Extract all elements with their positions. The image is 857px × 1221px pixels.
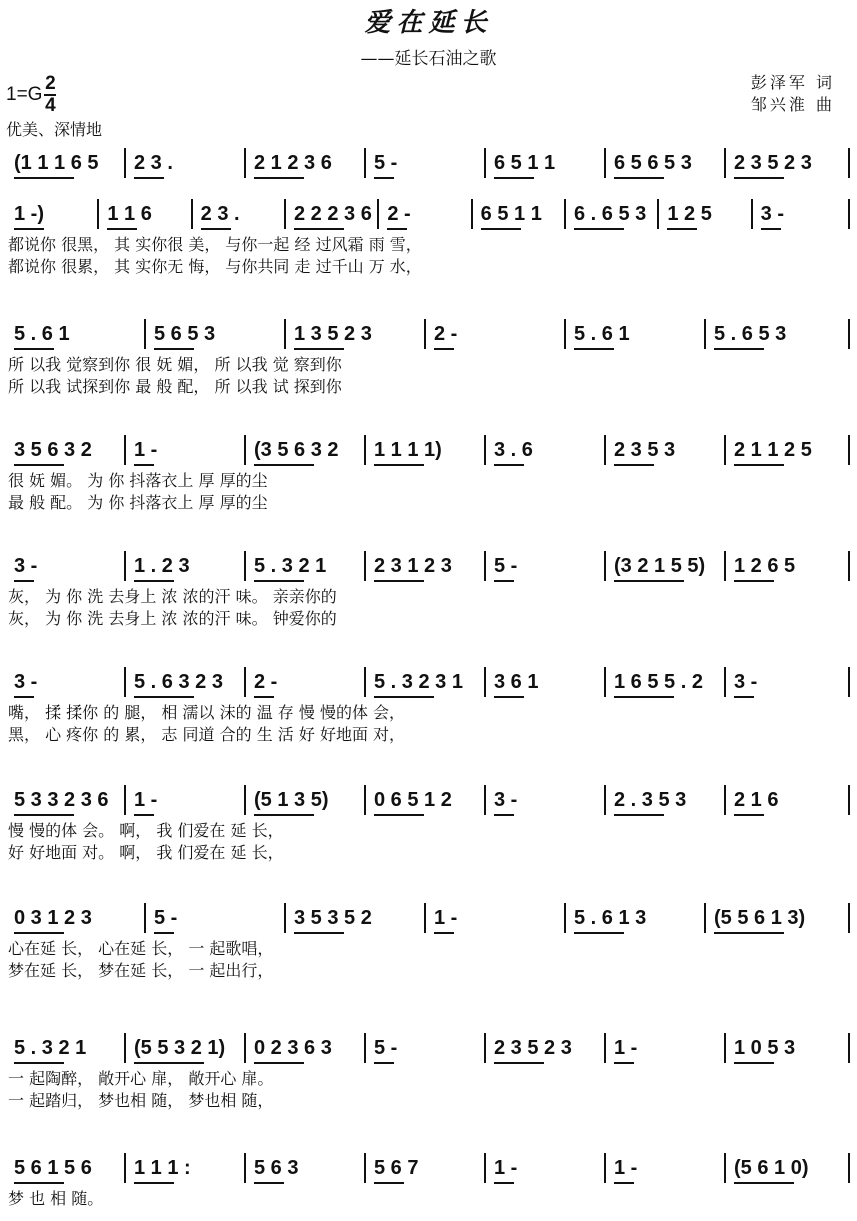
measure: 5 . 3 2 3 1 — [374, 670, 463, 693]
notation-line — [0, 1030, 857, 1066]
lyric-text: 梦在延 长， 梦在延 长， 一 起出行， — [8, 961, 274, 980]
measure: 5 6 5 3 — [154, 322, 216, 345]
lyric-line — [0, 490, 857, 512]
barline — [364, 148, 366, 178]
beam-underline — [374, 1062, 394, 1064]
barline — [484, 667, 486, 697]
measure: 1 - — [494, 1156, 518, 1179]
lyric-line — [0, 352, 857, 374]
barline — [604, 785, 606, 815]
barline — [724, 785, 726, 815]
measure: 1 0 5 3 — [734, 1036, 796, 1059]
barline — [564, 319, 566, 349]
measure: 2 3 . — [134, 151, 173, 174]
measure: 5 - — [374, 151, 398, 174]
beam-underline — [434, 348, 454, 350]
beam-underline — [134, 814, 154, 816]
lyric-text: 梦 也 相 随。 — [8, 1189, 104, 1208]
beam-underline — [107, 228, 137, 230]
measure: 3 . 6 — [494, 438, 533, 461]
tempo-marking: 优美、深情地 — [6, 120, 103, 139]
measure: 2 3 5 2 3 — [494, 1036, 572, 1059]
barline — [724, 1033, 726, 1063]
barline — [604, 435, 606, 465]
beam-underline — [14, 932, 64, 934]
lyric-line — [0, 254, 857, 276]
score-row — [0, 432, 857, 512]
measure: (5 5 3 2 1) — [134, 1036, 226, 1059]
measure: 5 - — [494, 554, 518, 577]
song-subtitle: ——延长石油之歌 — [360, 49, 497, 69]
time-signature — [44, 74, 56, 116]
barline — [604, 148, 606, 178]
barline — [364, 435, 366, 465]
barline — [484, 435, 486, 465]
barline — [848, 148, 850, 178]
measure: 1 - — [434, 906, 458, 929]
time-bottom: 4 — [45, 95, 56, 116]
measure: 1 -) — [14, 202, 44, 225]
lyric-text: 都说你 很黑， 其 实你很 美， 与你一起 经 过风霜 雨 雪， — [8, 235, 422, 254]
lyric-line — [0, 374, 857, 396]
beam-underline — [387, 228, 407, 230]
barline — [848, 199, 850, 229]
beam-underline — [494, 1182, 514, 1184]
notation-line — [0, 1150, 857, 1186]
measure: 6 5 1 1 — [494, 151, 556, 174]
lyric-text: 最 般 配。 为 你 抖落衣上 厚 厚的尘 — [8, 493, 268, 512]
beam-underline — [254, 1182, 284, 1184]
score-row — [0, 548, 857, 628]
measure: 6 5 6 5 3 — [614, 151, 692, 174]
notation-line — [0, 196, 857, 232]
barline — [364, 1033, 366, 1063]
measure: (5 6 1 0) — [734, 1156, 809, 1179]
barline — [724, 435, 726, 465]
beam-underline — [494, 1062, 544, 1064]
measure: 3 - — [760, 202, 784, 225]
barline — [604, 1033, 606, 1063]
beam-underline — [614, 177, 664, 179]
score-row — [0, 1150, 857, 1208]
lyric-text: 嘴， 揉 揉你 的 腿， 相 濡以 沫的 温 存 慢 慢的体 会， — [8, 703, 406, 722]
beam-underline — [14, 228, 44, 230]
measure: 5 . 6 1 — [14, 322, 70, 345]
beam-underline — [734, 814, 764, 816]
notation-line — [0, 900, 857, 936]
barline — [484, 1033, 486, 1063]
lyric-line — [0, 840, 857, 862]
beam-underline — [134, 696, 194, 698]
measure: (3 2 1 5 5) — [614, 554, 706, 577]
barline — [704, 319, 706, 349]
measure: (1 1 1 6 5 — [14, 151, 99, 174]
measure: 1 3 5 2 3 — [294, 322, 372, 345]
lyric-line — [0, 936, 857, 958]
barline — [244, 785, 246, 815]
beam-underline — [614, 580, 684, 582]
beam-underline — [374, 580, 424, 582]
notation-line — [0, 145, 857, 181]
barline — [724, 551, 726, 581]
barline — [848, 1153, 850, 1183]
score-row — [0, 196, 857, 276]
beam-underline — [254, 1062, 304, 1064]
measure: 5 . 6 5 3 — [714, 322, 787, 345]
beam-underline — [574, 348, 614, 350]
measure: 3 - — [494, 788, 518, 811]
barline — [604, 1153, 606, 1183]
beam-underline — [494, 696, 524, 698]
measure: 1 2 6 5 — [734, 554, 796, 577]
barline — [848, 435, 850, 465]
measure: 5 - — [154, 906, 178, 929]
beam-underline — [14, 1182, 64, 1184]
beam-underline — [714, 348, 764, 350]
barline — [124, 1033, 126, 1063]
lyric-line — [0, 584, 857, 606]
lyric-text: 黑， 心 疼你 的 累， 志 同道 合的 生 活 好 好地面 对， — [8, 725, 406, 744]
barline — [284, 199, 286, 229]
lyricist-credit: 彭泽军 词 — [750, 73, 835, 92]
measure: 3 - — [14, 670, 38, 693]
beam-underline — [254, 580, 304, 582]
beam-underline — [494, 580, 514, 582]
measure: 2 3 1 2 3 — [374, 554, 452, 577]
barline — [284, 903, 286, 933]
beam-underline — [374, 1182, 404, 1184]
barline — [604, 551, 606, 581]
barline — [848, 319, 850, 349]
beam-underline — [614, 696, 674, 698]
barline — [124, 148, 126, 178]
barline — [124, 667, 126, 697]
beam-underline — [494, 177, 534, 179]
score-row — [0, 316, 857, 396]
barline — [97, 199, 99, 229]
measure: 3 5 6 3 2 — [14, 438, 92, 461]
beam-underline — [434, 932, 454, 934]
measure: 2 2 2 3 6 — [294, 202, 372, 225]
measure: 1 2 5 — [667, 202, 712, 225]
beam-underline — [201, 228, 231, 230]
measure: (5 5 6 1 3) — [714, 906, 806, 929]
barline — [848, 903, 850, 933]
lyric-text: 慢 慢的体 会。 啊， 我 们爱在 延 长， — [8, 821, 284, 840]
measure: 5 6 7 — [374, 1156, 419, 1179]
measure: 2 3 5 2 3 — [734, 151, 812, 174]
beam-underline — [134, 177, 164, 179]
measure: 2 . 3 5 3 — [614, 788, 687, 811]
beam-underline — [494, 464, 524, 466]
barline — [364, 785, 366, 815]
measure: 0 2 3 6 3 — [254, 1036, 332, 1059]
lyric-line — [0, 1066, 857, 1088]
beam-underline — [614, 1182, 634, 1184]
barline — [704, 903, 706, 933]
beam-underline — [374, 814, 424, 816]
barline — [604, 667, 606, 697]
barline — [564, 903, 566, 933]
barline — [191, 199, 193, 229]
barline — [244, 148, 246, 178]
beam-underline — [254, 177, 304, 179]
lyric-line — [0, 1186, 857, 1208]
beam-underline — [254, 696, 274, 698]
beam-underline — [761, 228, 781, 230]
lyric-text: 灰， 为 你 洗 去身上 浓 浓的汗 味。 钟爱你的 — [8, 609, 337, 628]
beam-underline — [734, 696, 754, 698]
barline — [284, 319, 286, 349]
beam-underline — [494, 814, 514, 816]
barline — [724, 667, 726, 697]
beam-underline — [254, 814, 314, 816]
measure: 1 6 5 5 . 2 — [614, 670, 703, 693]
beam-underline — [574, 932, 624, 934]
barline — [657, 199, 659, 229]
song-title: 爱在延长 — [364, 8, 493, 38]
lyric-text: 都说你 很累， 其 实你无 悔， 与你共同 走 过千山 万 水， — [8, 257, 422, 276]
beam-underline — [254, 464, 314, 466]
measure: (3 5 6 3 2 — [254, 438, 339, 461]
measure: 2 1 6 — [734, 788, 779, 811]
measure: 2 - — [434, 322, 458, 345]
beam-underline — [14, 696, 34, 698]
score-row — [0, 145, 857, 181]
score-row — [0, 1030, 857, 1110]
lyric-text: 所 以我 觉察到你 很 妩 媚， 所 以我 觉 察到你 — [8, 355, 342, 374]
barline — [124, 785, 126, 815]
barline — [848, 551, 850, 581]
barline — [124, 1153, 126, 1183]
measure: 5 . 3 2 1 — [14, 1036, 87, 1059]
lyric-line — [0, 606, 857, 628]
beam-underline — [134, 1182, 174, 1184]
measure: 6 5 1 1 — [480, 202, 542, 225]
beam-underline — [574, 228, 624, 230]
lyric-line — [0, 958, 857, 980]
measure: 1 - — [614, 1156, 638, 1179]
beam-underline — [14, 348, 54, 350]
barline — [377, 199, 379, 229]
beam-underline — [734, 1182, 794, 1184]
beam-underline — [294, 348, 344, 350]
measure: 2 1 1 2 5 — [734, 438, 812, 461]
barline — [364, 1153, 366, 1183]
barline — [144, 319, 146, 349]
measure: 3 - — [734, 670, 758, 693]
barline — [848, 1033, 850, 1063]
beam-underline — [614, 814, 664, 816]
beam-underline — [294, 228, 344, 230]
score-row — [0, 782, 857, 862]
barline — [484, 1153, 486, 1183]
barline — [124, 435, 126, 465]
barline — [244, 435, 246, 465]
beam-underline — [374, 696, 434, 698]
beam-underline — [374, 464, 424, 466]
beam-underline — [614, 1062, 634, 1064]
lyric-text: 好 好地面 对。 啊， 我 们爱在 延 长， — [8, 843, 284, 862]
lyric-text: 一 起踏归， 梦也相 随， 梦也相 随， — [8, 1091, 274, 1110]
barline — [751, 199, 753, 229]
measure: 2 - — [387, 202, 411, 225]
barline — [848, 785, 850, 815]
barline — [471, 199, 473, 229]
score-row — [0, 664, 857, 744]
beam-underline — [14, 464, 64, 466]
measure: 3 5 3 5 2 — [294, 906, 372, 929]
barline — [244, 1033, 246, 1063]
beam-underline — [14, 1062, 64, 1064]
measure: 3 6 1 — [494, 670, 539, 693]
measure: 0 6 5 1 2 — [374, 788, 452, 811]
barline — [124, 551, 126, 581]
lyric-text: 灰， 为 你 洗 去身上 浓 浓的汗 味。 亲亲你的 — [8, 587, 337, 606]
measure: 5 . 6 3 2 3 — [134, 670, 223, 693]
measure: 5 - — [374, 1036, 398, 1059]
notation-line — [0, 432, 857, 468]
barline — [484, 148, 486, 178]
barline — [724, 148, 726, 178]
measure: 5 6 1 5 6 — [14, 1156, 92, 1179]
measure: 1 - — [614, 1036, 638, 1059]
barline — [724, 1153, 726, 1183]
lyric-line — [0, 818, 857, 840]
beam-underline — [734, 464, 784, 466]
score-row — [0, 900, 857, 980]
measure: 1 . 2 3 — [134, 554, 190, 577]
barline — [244, 667, 246, 697]
measure: 2 3 5 3 — [614, 438, 676, 461]
barline — [484, 785, 486, 815]
lyric-line — [0, 232, 857, 254]
measure: 3 - — [14, 554, 38, 577]
barline — [364, 667, 366, 697]
measure: 0 3 1 2 3 — [14, 906, 92, 929]
beam-underline — [14, 177, 74, 179]
beam-underline — [481, 228, 521, 230]
beam-underline — [614, 464, 654, 466]
beam-underline — [667, 228, 697, 230]
notation-line — [0, 664, 857, 700]
measure: 5 . 3 2 1 — [254, 554, 327, 577]
beam-underline — [14, 580, 34, 582]
lyric-line — [0, 468, 857, 490]
notation-line — [0, 548, 857, 584]
beam-underline — [14, 814, 74, 816]
measure: 1 - — [134, 788, 158, 811]
beam-underline — [714, 932, 784, 934]
barline — [364, 551, 366, 581]
barline — [484, 551, 486, 581]
lyric-text: 很 妩 媚。 为 你 抖落衣上 厚 厚的尘 — [8, 471, 268, 490]
measure: 1 - — [134, 438, 158, 461]
measure: 2 3 . — [200, 202, 240, 225]
lyric-line — [0, 1088, 857, 1110]
beam-underline — [374, 177, 394, 179]
beam-underline — [734, 1062, 774, 1064]
measure: 2 1 2 3 6 — [254, 151, 332, 174]
measure: 1 1 6 — [107, 202, 152, 225]
key-signature — [6, 74, 56, 116]
beam-underline — [734, 177, 784, 179]
notation-line — [0, 782, 857, 818]
lyric-text: 所 以我 试探到你 最 般 配， 所 以我 试 探到你 — [8, 377, 342, 396]
barline — [244, 1153, 246, 1183]
key-label: 1=G — [6, 84, 43, 105]
lyric-line — [0, 722, 857, 744]
barline — [564, 199, 566, 229]
notation-line — [0, 316, 857, 352]
lyric-text: 一 起陶醉， 敞开心 扉， 敞开心 扉。 — [8, 1069, 274, 1088]
beam-underline — [134, 1062, 204, 1064]
measure: 5 . 6 1 3 — [574, 906, 647, 929]
beam-underline — [294, 932, 344, 934]
barline — [848, 667, 850, 697]
measure: 2 - — [254, 670, 278, 693]
barline — [244, 551, 246, 581]
beam-underline — [154, 932, 174, 934]
measure: 1 1 1 1) — [374, 438, 442, 461]
measure: 6 . 6 5 3 — [574, 202, 647, 225]
beam-underline — [154, 348, 194, 350]
measure: 5 . 6 1 — [574, 322, 630, 345]
beam-underline — [134, 580, 174, 582]
lyric-line — [0, 700, 857, 722]
time-top: 2 — [45, 73, 56, 94]
measure: 5 3 3 2 3 6 — [14, 788, 109, 811]
measure: 1 1 1 : — [134, 1156, 191, 1179]
measure: (5 1 3 5) — [254, 788, 329, 811]
lyric-text: 心在延 长， 心在延 长， 一 起歌唱， — [8, 939, 274, 958]
barline — [424, 903, 426, 933]
measure: 5 6 3 — [254, 1156, 299, 1179]
barline — [424, 319, 426, 349]
composer-credit: 邹兴淮 曲 — [750, 95, 835, 114]
beam-underline — [734, 580, 774, 582]
beam-underline — [134, 464, 154, 466]
barline — [144, 903, 146, 933]
